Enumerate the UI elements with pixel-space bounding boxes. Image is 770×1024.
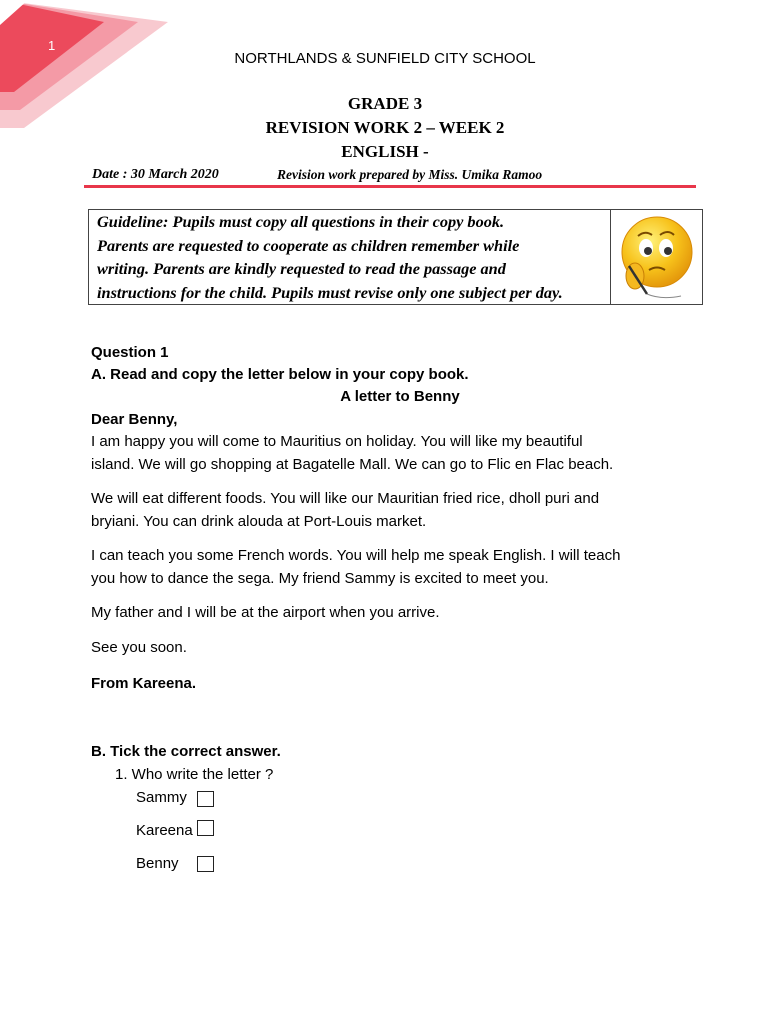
option-label-kareena: Kareena bbox=[136, 822, 193, 839]
letter-paragraph: See you soon. bbox=[91, 639, 187, 656]
prepared-by-label: Revision work prepared by Miss. Umika Ramoo bbox=[277, 167, 543, 182]
revision-title: REVISION WORK 2 – WEEK 2 bbox=[265, 118, 505, 137]
school-name: NORTHLANDS & SUNFIELD CITY SCHOOL bbox=[234, 50, 536, 67]
page-number: 1 bbox=[48, 38, 56, 53]
part-a-instruction: A. Read and copy the letter below in your copy book. bbox=[91, 366, 469, 383]
letter-paragraph: I am happy you will come to Mauritius on holiday. You will like my beautiful island. We will go shopping at Bagatelle Mall. We can go to Flic en Flac beach. bbox=[91, 433, 614, 473]
guideline-text bbox=[97, 210, 612, 304]
date-label: Date : 30 March 2020 bbox=[92, 167, 219, 182]
letter-paragraph: My father and I will be at the airport when you arrive. bbox=[91, 604, 440, 621]
option-checkbox-kareena[interactable] bbox=[197, 820, 214, 836]
question-item: 1. Who write the letter ? bbox=[115, 766, 274, 783]
letter-greeting: Dear Benny, bbox=[91, 411, 178, 428]
option-checkbox-benny[interactable] bbox=[197, 856, 214, 872]
header-divider bbox=[84, 185, 696, 188]
letter-paragraph: We will eat different foods. You will like our Mauritian fried rice, dholl puri and bryiani. You can drink alouda at Port-Louis market. bbox=[91, 490, 600, 530]
letter-paragraph: I can teach you some French words. You will help me speak English. I will teach you how to dance the sega. My friend Sammy is excited to meet you. bbox=[91, 547, 621, 587]
guideline-line: Parents are requested to cooperate as children remember while bbox=[97, 235, 520, 255]
letter-title: A letter to Benny bbox=[340, 388, 460, 405]
option-label-benny: Benny bbox=[136, 855, 179, 872]
option-label-sammy: Sammy bbox=[136, 789, 187, 806]
emoji-box bbox=[610, 209, 703, 305]
letter-sign-off: From Kareena. bbox=[91, 675, 197, 692]
guideline-line: writing. Parents are kindly requested to read the passage and bbox=[97, 259, 506, 278]
option-checkbox-sammy[interactable] bbox=[197, 791, 214, 807]
subject-title: ENGLISH - bbox=[341, 142, 429, 161]
thinking-writing-emoji-icon bbox=[611, 210, 702, 304]
guideline-line: instructions for the child. Pupils must revise only one subject per day. bbox=[97, 282, 563, 302]
grade-title: GRADE 3 bbox=[347, 94, 423, 113]
part-b-instruction: B. Tick the correct answer. bbox=[91, 743, 281, 760]
guideline-line: Guideline: Pupils must copy all questions in their copy book. bbox=[97, 212, 505, 231]
question-heading: Question 1 bbox=[91, 344, 169, 361]
